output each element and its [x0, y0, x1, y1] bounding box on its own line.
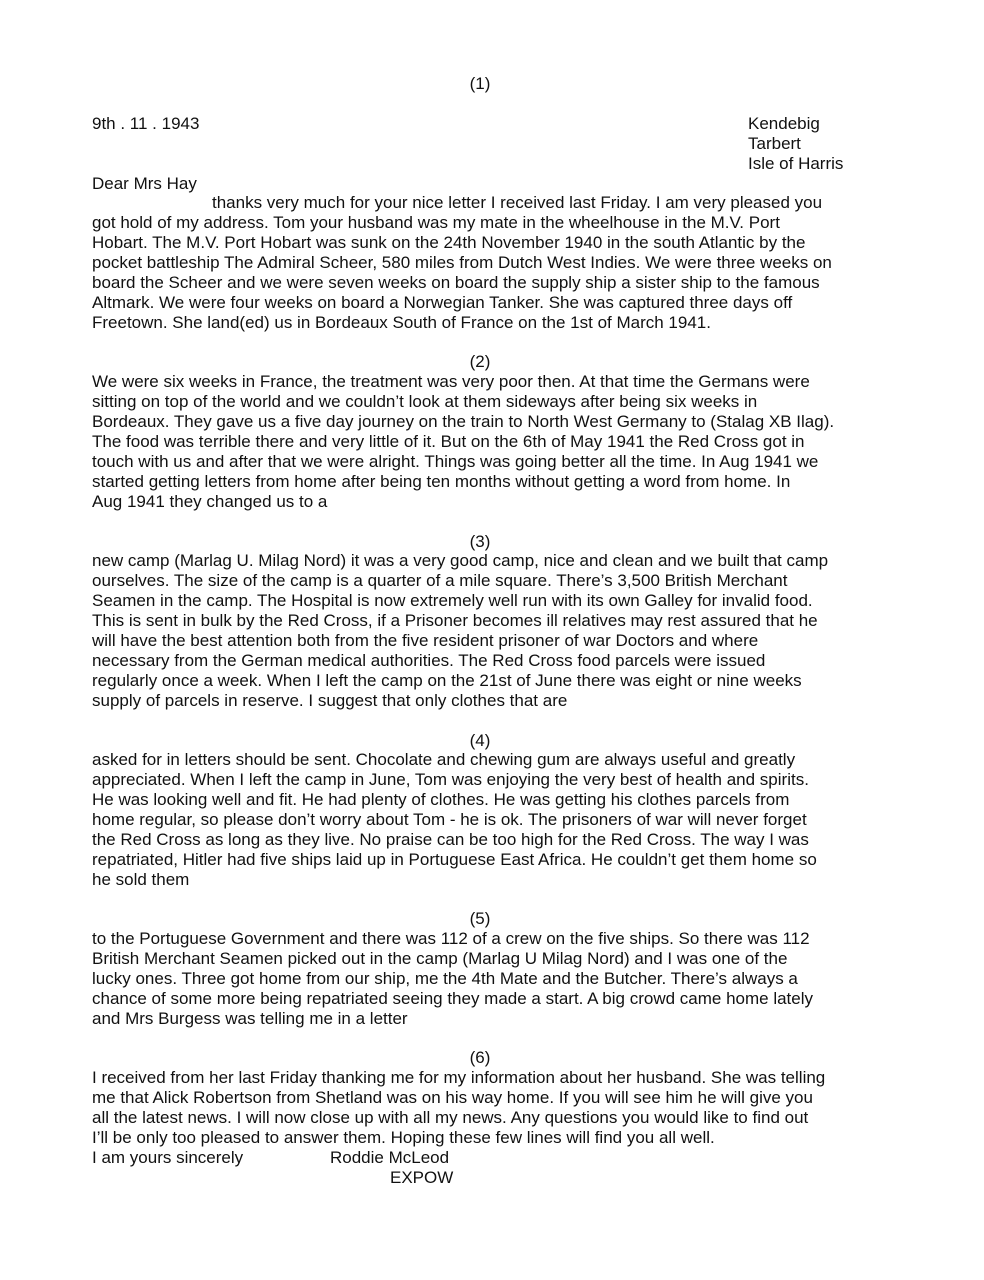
page-marker-1: (1): [469, 74, 491, 93]
paragraph-line: regularly once a week. When I left the camp on the 21st of June there was eight or nine weeks: [92, 671, 802, 690]
paragraph-line: new camp (Marlag U. Milag Nord) it was a very good camp, nice and clean and we built that camp: [92, 551, 829, 570]
paragraph-line: supply of parcels in reserve. I suggest that only clothes that are: [92, 691, 568, 710]
paragraph-line: Hobart. The M.V. Port Hobart was sunk on the 24th November 1940 in the south Atlantic by the: [92, 233, 806, 252]
paragraph-line: appreciated. When I left the camp in June, Tom was enjoying the very best of health and spirits.: [92, 770, 809, 789]
address-line: Isle of Harris: [748, 154, 844, 173]
paragraph-line: and Mrs Burgess was telling me in a letter: [92, 1009, 408, 1028]
paragraph-line: Altmark. We were four weeks on board a Norwegian Tanker. She was captured three days off: [92, 293, 793, 312]
page-marker-6: (6): [469, 1048, 491, 1067]
paragraph-line: lucky ones. Three got home from our ship, me the 4th Mate and the Butcher. There’s always a: [92, 969, 798, 988]
address-line: Tarbert: [748, 134, 801, 153]
paragraph-line: thanks very much for your nice letter I received last Friday. I am very pleased you: [212, 193, 823, 212]
paragraph-line: all the latest news. I will now close up with all my news. Any questions you would like to find out: [92, 1108, 809, 1127]
signature-title: EXPOW: [390, 1168, 454, 1187]
paragraph-line: he sold them: [92, 870, 190, 889]
paragraph-line: Aug 1941 they changed us to a: [92, 492, 328, 511]
paragraph-line: board the Scheer and we were seven weeks on board the supply ship a sister ship to the famous: [92, 273, 820, 292]
page-marker-5: (5): [469, 909, 491, 928]
paragraph-line: He was looking well and fit. He had plenty of clothes. He was getting his clothes parcels from: [92, 790, 790, 809]
paragraph-line: I received from her last Friday thanking me for my information about her husband. She was telling: [92, 1068, 826, 1087]
paragraph-line: sitting on top of the world and we couldn’t look at them sideways after being six weeks in: [92, 392, 758, 411]
address-line: Kendebig: [748, 114, 820, 133]
paragraph-line: home regular, so please don’t worry about Tom - he is ok. The prisoners of war will never forget: [92, 810, 807, 829]
closing: I am yours sincerely: [92, 1148, 244, 1167]
paragraph-line: will have the best attention both from the five resident prisoner of war Doctors and where: [92, 631, 759, 650]
paragraph-line: touch with us and after that we were alright. Things was going better all the time. In Aug 1941 we: [92, 452, 819, 471]
paragraph-line: the Red Cross as long as they live. No praise can be too high for the Red Cross. The way I was: [92, 830, 809, 849]
paragraph-line: The food was terrible there and very little of it. But on the 6th of May 1941 the Red Cross got in: [92, 432, 805, 451]
paragraph-line: necessary from the German medical authorities. The Red Cross food parcels were issued: [92, 651, 766, 670]
paragraph-line: asked for in letters should be sent. Chocolate and chewing gum are always useful and greatly: [92, 750, 796, 769]
paragraph-line: got hold of my address. Tom your husband was my mate in the wheelhouse in the M.V. Port: [92, 213, 780, 232]
paragraph-line: Seamen in the camp. The Hospital is now extremely well run with its own Galley for invalid food.: [92, 591, 813, 610]
paragraph-line: ourselves. The size of the camp is a quarter of a mile square. There’s 3,500 British Merchant: [92, 571, 788, 590]
paragraph-line: Bordeaux. They gave us a five day journey on the train to North West Germany to (Stalag XB Ilag).: [92, 412, 835, 431]
page-marker-3: (3): [469, 532, 491, 551]
salutation: Dear Mrs Hay: [92, 174, 197, 193]
signature-name: Roddie McLeod: [330, 1148, 450, 1167]
paragraph-line: started getting letters from home after being ten months without getting a word from home. In: [92, 472, 791, 491]
paragraph-line: We were six weeks in France, the treatment was very poor then. At that time the Germans were: [92, 372, 810, 391]
paragraph-line: me that Alick Robertson from Shetland was on his way home. If you will see him he will give you: [92, 1088, 813, 1107]
paragraph-line: British Merchant Seamen picked out in the camp (Marlag U Milag Nord) and I was one of the: [92, 949, 788, 968]
paragraph-line: I’ll be only too pleased to answer them. Hoping these few lines will find you all well.: [92, 1128, 715, 1147]
letter-date: 9th . 11 . 1943: [92, 114, 200, 133]
paragraph-line: pocket battleship The Admiral Scheer, 580 miles from Dutch West Indies. We were three weeks on: [92, 253, 832, 272]
paragraph-line: repatriated, Hitler had five ships laid up in Portuguese East Africa. He couldn’t get them home so: [92, 850, 817, 869]
paragraph-line: Freetown. She land(ed) us in Bordeaux South of France on the 1st of March 1941.: [92, 313, 711, 332]
page-marker-2: (2): [469, 352, 491, 371]
paragraph-line: This is sent in bulk by the Red Cross, if a Prisoner becomes ill relatives may rest assured that he: [92, 611, 818, 630]
paragraph-line: to the Portuguese Government and there was 112 of a crew on the five ships. So there was 112: [92, 929, 810, 948]
page-marker-4: (4): [469, 731, 491, 750]
paragraph-line: chance of some more being repatriated seeing they made a start. A big crowd came home lately: [92, 989, 814, 1008]
